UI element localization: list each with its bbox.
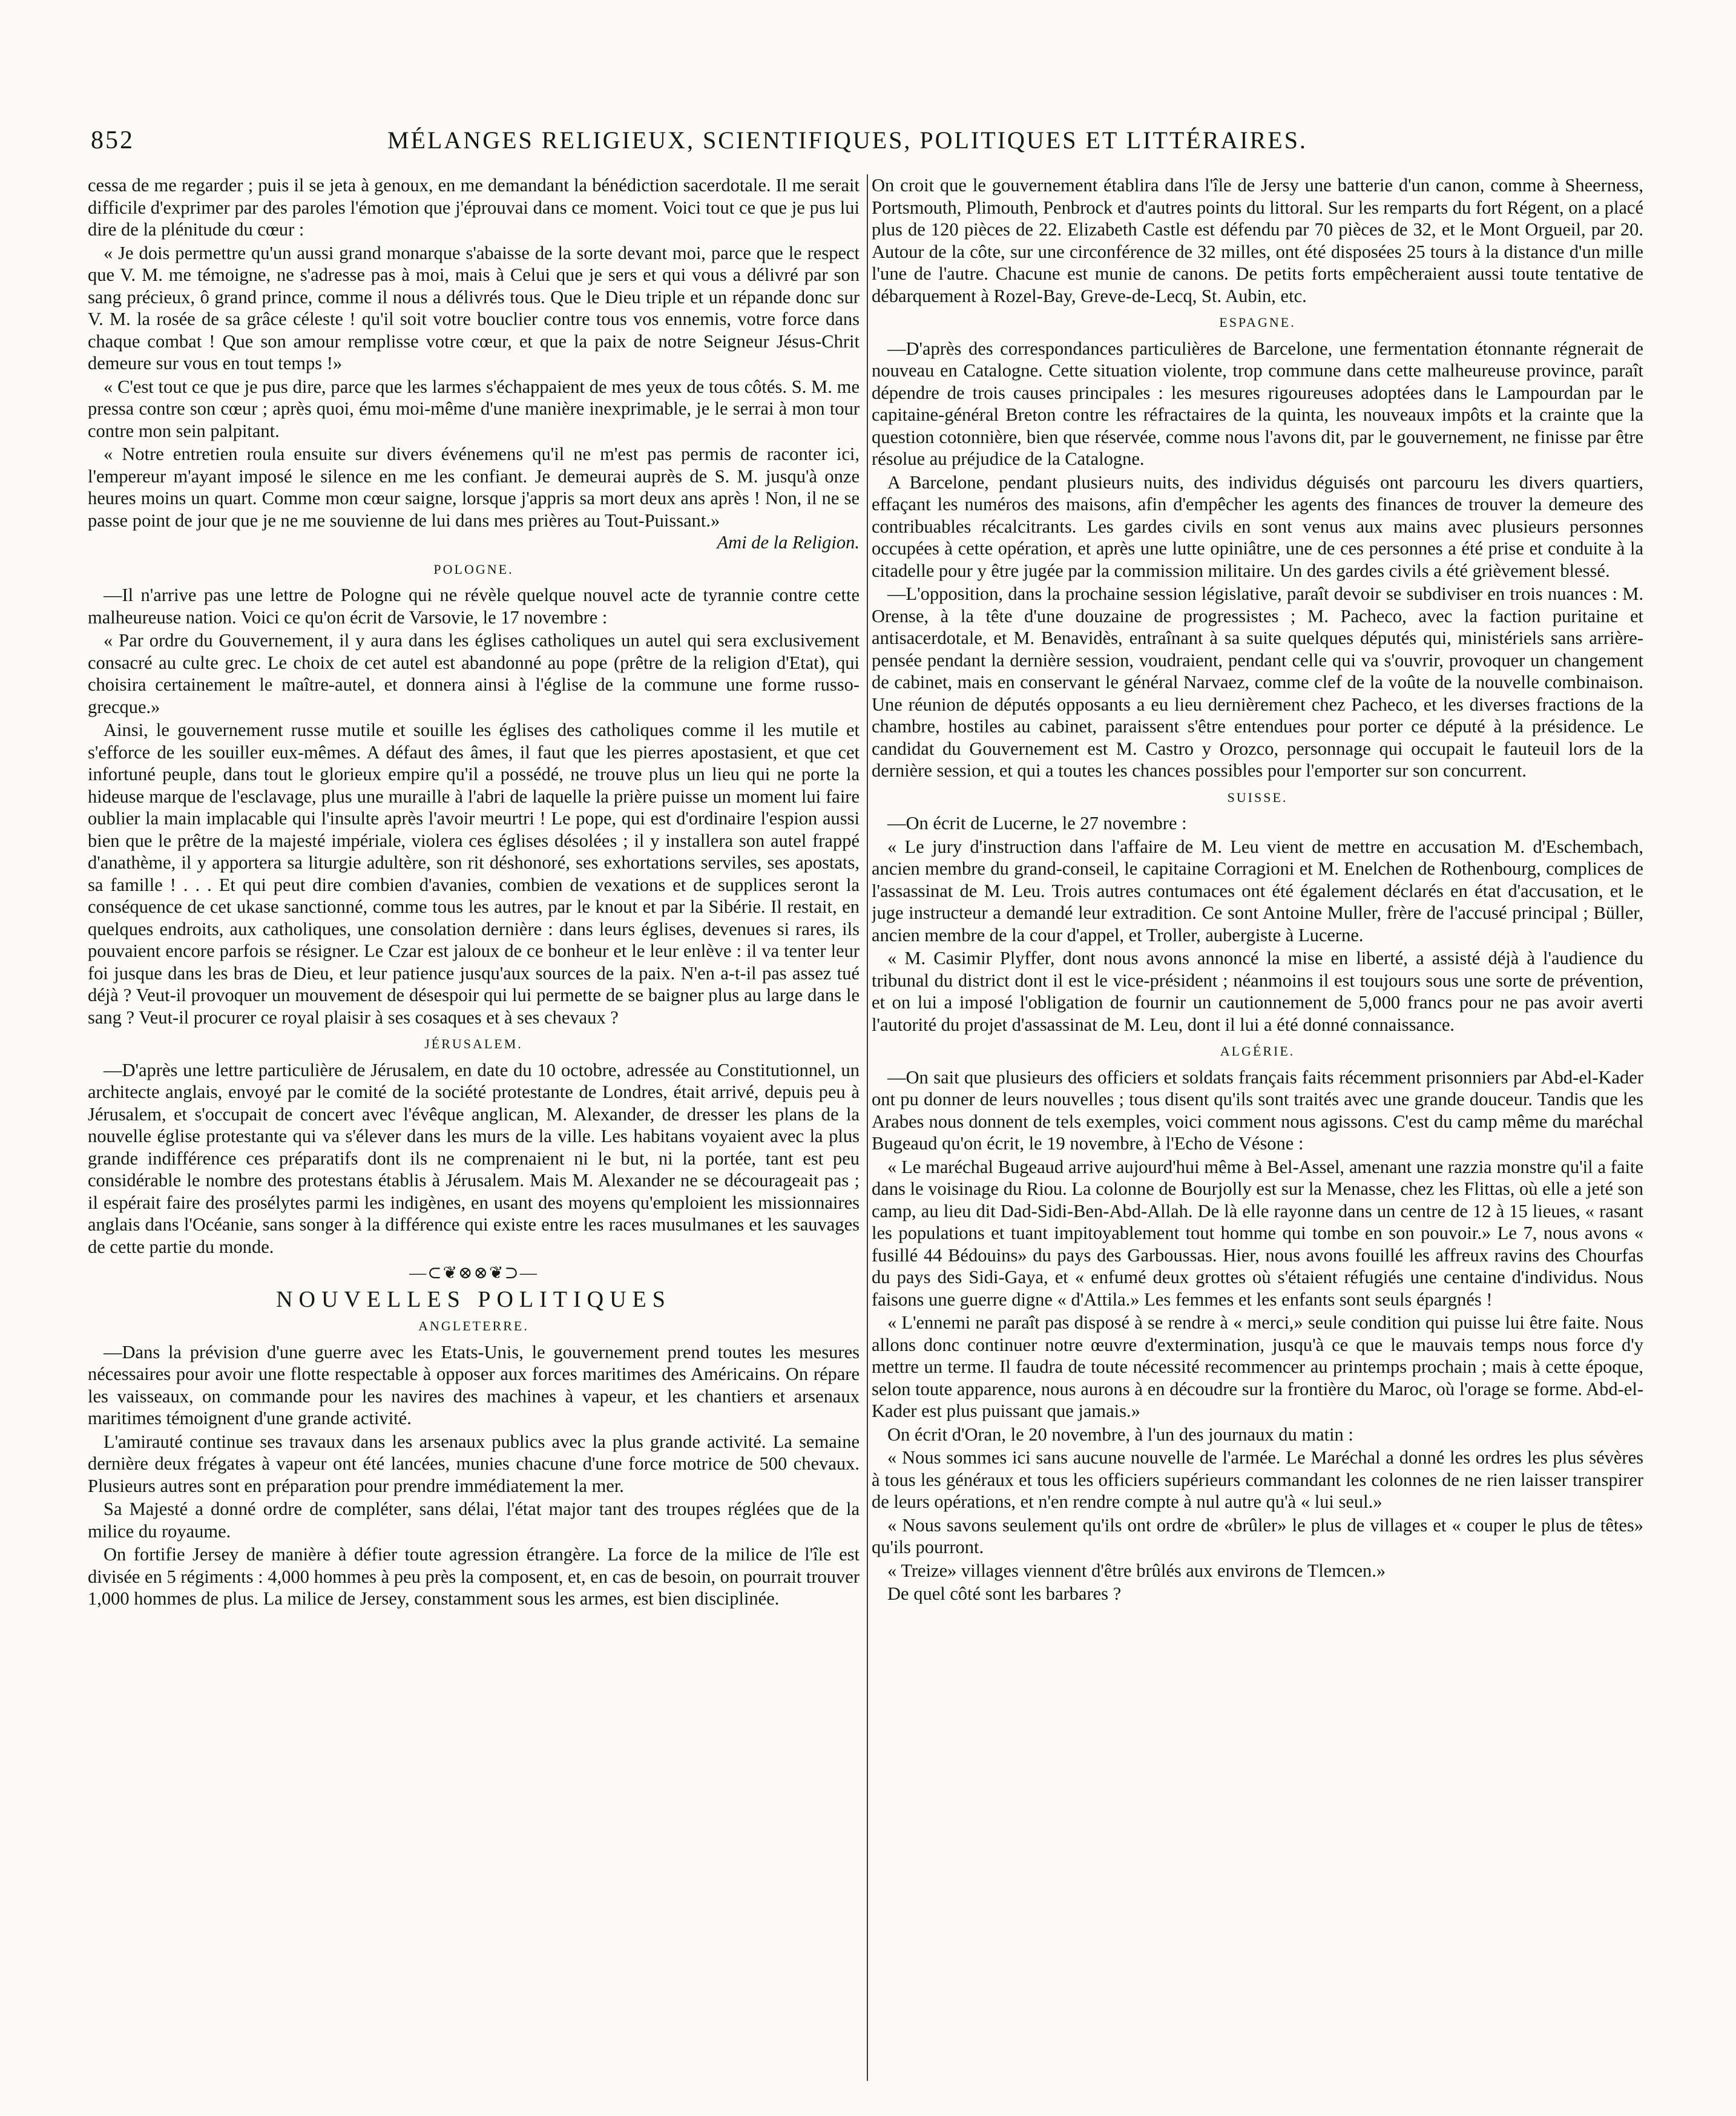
paragraph: Ainsi, le gouvernement russe mutile et souille les églises des catholiques comme il les mutile et s'efforce de les souiller eux-mêmes. A défaut des âmes, il faut que les pierres apostasient, et que cet infortuné peuple, dans tout le glorieux empire qu'il a possédé, ne trouve plus un lieu qui ne porte la hideuse marque de l'esclavage, plus une muraille à l'abri de laquelle la prière puisse un moment lui faire oublier la main implacable qui l'insulte après l'avoir meurtri ! Le pope, qui est d'ordinaire l'espion aussi bien que le prêtre de la majesté impériale, violera ces églises désolées ; il y installera son autel frappé d'anathème, il y apportera sa liturgie adultère, son rit déshonoré, ses exhortations serviles, ses apostats, sa famille ! . . . Et qui peut dire combien d'avanies, combien de vexations et de supplices seront la conséquence de cet ukase sanctionné, comme tous les autres, par le knout et par la Sibérie. Il restait, en quelques endroits, aux catholiques, une consolation dernière : dans leurs églises, devenues si rares, ils pouvaient encore parfois se résigner. Le Czar est jaloux de ce bonheur et le leur enlève : il va tenter leur foi jusque dans les bras de Dieu, et leur patience jusqu'aux sources de la paix. N'en a-t-il pas assez tué déjà ? Veut-il provoquer un mouvement de désespoir qui lui permette de se baigner plus au large dans le sang ? Veut-il procurer ce royal plaisir à ses cosaques et à ses chevaux ? [88, 720, 860, 1028]
paragraph: cessa de me regarder ; puis il se jeta à genoux, en me demandant la bénédiction sacerdotale. Il me serait difficile d'exprimer par des paroles l'émotion que j'éprouvai dans ce moment. Voici tout ce que je pus lui dire de la plénitude du cœur : [88, 175, 860, 240]
paragraph: On écrit d'Oran, le 20 novembre, à l'un des journaux du matin : [887, 1424, 1353, 1445]
section-heading-algerie: ALGÉRIE. [1220, 1043, 1295, 1059]
paragraph: « Par ordre du Gouvernement, il y aura dans les églises catholiques un autel qui sera exclusivement consacré au culte grec. Le choix de cet autel est abandonné au pope (prêtre de la religion d'Etat), qui choisira certainement le maître-autel, et donnera ainsi à l'église de la commune une forme russo-grecque.» [88, 630, 860, 717]
paragraph-text: « Notre entretien roula ensuite sur divers événemens qu'il ne m'est pas permis de raconter ici, l'empereur m'ayant imposé le silence en me les confiant. Je demeurai auprès de S. M. jusqu'à onze heures moins un quart. Comme mon cœur saigne, lorsque j'appris sa mort deux ans après ! Non, il ne se passe point de jour que je ne me souvienne de lui dans mes prières au Tout-Puissant.» [88, 444, 860, 531]
paragraph: On croit que le gouvernement établira dans l'île de Jersy une batterie d'un canon, comme à Sheerness, Portsmouth, Plimouth, Penbrock et d'autres points du littoral. Sur les remparts du fort Régent, on a placé plus de 120 pièces de 22. Elizabeth Castle est défendu par 70 pièces de 32, et le Mont Orgueil, par 20. Autour de la côte, sur une circonférence de 32 milles, ont été disposées 25 tours à la distance d'un mille l'une de l'autre. Chacune est munie de canons. De petits forts empêcheraient aussi toute tentative de débarquement à Rozel-Bay, Greve-de-Lecq, St. Aubin, etc. [872, 175, 1643, 306]
section-heading-jerusalem: JÉRUSALEM. [424, 1036, 523, 1051]
source-attribution: Ami de la Religion. [717, 532, 860, 553]
column-rule [867, 174, 868, 2081]
ornamental-divider: —⊂❦⊗⊗❦⊃— [409, 1264, 538, 1283]
paragraph: « Le jury d'instruction dans l'affaire de M. Leu vient de mettre en accusation M. d'Eschembach, ancien membre du grand-conseil, le capitaine Corragioni et M. Enelchen de Rothenbourg, complices de l'assassinat de M. Leu. Trois autres contumaces ont été également déclarés en état d'accusation, et le juge instructeur a demandé leur extradition. Ce sont Antoine Muller, frère de l'accusé principal ; Büller, ancien membre de la cour d'appel, et Troller, aubergiste à Lucerne. [872, 836, 1643, 945]
paragraph: —D'après une lettre particulière de Jérusalem, en date du 10 octobre, adressée au Constitutionnel, un architecte anglais, envoyé par le comité de la société protestante de Londres, était arrivé, depuis peu à Jérusalem, et s'occupait de concert avec l'évêque anglican, M. Alexander, de dresser les plans de la nouvelle église protestante qui va s'élever dans les murs de la ville. Les habitans voyaient avec la plus grande indifférence ces préparatifs dont ils ne comprenaient ni le but, ni la portée, tant est peu considérable le nombre des protestans établis à Jérusalem. Mais M. Alexander ne se décourageait pas ; il espérait faire des prosélytes parmi les indigènes, en usant des moyens qu'emploient les missionnaires anglais dans l'Océanie, sans songer à la différence qui existe entre les races musulmanes et les sauvages de cette partie du monde. [88, 1059, 860, 1257]
paragraph: « Le maréchal Bugeaud arrive aujourd'hui même à Bel-Assel, amenant une razzia monstre qu'il a faite dans le voisinage du Riou. La colonne de Bourjolly est sur la Menasse, chez les Flittas, où elle a jeté son camp, au lieu dit Dad-Sidi-Ben-Abd-Allah. De là elle rayonne dans un centre de 12 à 15 lieues, « rasant les populations et tuant impitoyablement tout homme qui tombe en son pouvoir.» Le 7, nous avons « fusillé 44 Bédouins» du pays des Garboussas. Hier, nous avons fouillé les affreux ravins des Chourfas du pays des Sidi-Gaya, et « enfumé deux grottes où s'étaient réfugiés une centaine d'individus. Nous faisons une guerre digne « d'Attila.» Les femmes et les enfants sont seuls épargnés ! [872, 1156, 1643, 1310]
paragraph: « M. Casimir Plyffer, dont nous avons annoncé la mise en liberté, a assisté déjà à l'audience du tribunal du district dont il est le vice-président ; néanmoins il est toujours sous une sorte de prévention, et on lui a imposé l'obligation de fournir un cautionnement de 5,000 francs pour ne pas avoir averti l'autorité du projet d'assassinat de M. Leu, dont il lui a été donné connaissance. [872, 948, 1643, 1035]
page-number: 852 [91, 126, 134, 154]
paragraph: De quel côté sont les barbares ? [887, 1583, 1122, 1604]
page-header [91, 121, 1665, 157]
paragraph: —L'opposition, dans la prochaine session législative, paraît devoir se subdiviser en trois nuances : M. Orense, à la tête d'une douzaine de progressistes ; M. Pacheco, avec la faction puritaine et antisacerdotale, et M. Benavidès, entraînant à sa suite quelques députés qui, ministériels sans arrière-pensée pendant la dernière session, voudraient, pendant celle qui va s'ouvrir, provoquer un changement de cabinet, mais en conservant le général Narvaez, comme clef de la voûte de la nouvelle combinaison. Une réunion de députés opposants a eu lieu dernièrement chez Pacheco, et les diverses fractions de la chambre, hostiles au cabinet, paraissent s'être entendues pour porter ce député à la présidence. Le candidat du Gouvernement est M. Castro y Orozco, personnage qui occupait le fauteuil lors de la dernière session, et qui a toutes les chances possibles pour l'emporter sur son concurrent. [872, 583, 1643, 781]
left-column [88, 174, 860, 2087]
paragraph: On fortifie Jersey de manière à défier toute agression étrangère. La force de la milice de l'île est divisée en 5 régiments : 4,000 hommes à peu près la composent, et, en cas de besoin, on pourrait trouver 1,000 hommes de plus. La milice de Jersey, constamment sous les armes, est bien disciplinée. [88, 1544, 860, 1609]
paragraph: « Nous sommes ici sans aucune nouvelle de l'armée. Le Maréchal a donné les ordres les plus sévères à tous les généraux et tous les officiers supérieurs commandant les colonnes de ne rien laisser transpirer de leurs opérations, et n'en rendre compte à nul autre qu'à « lui seul.» [872, 1447, 1643, 1512]
section-heading-suisse: SUISSE. [1227, 789, 1288, 805]
paragraph: « Nous savons seulement qu'ils ont ordre de «brûler» le plus de villages et « couper le plus de têtes» qu'ils pourront. [872, 1514, 1643, 1557]
section-heading-pologne: POLOGNE. [433, 561, 514, 577]
paragraph: A Barcelone, pendant plusieurs nuits, des individus déguisés ont parcouru les divers quartiers, effaçant les numéros des maisons, afin d'empêcher les agents des finances de trouver la demeure des contribuables récalcitrants. Les gardes civils en sont venus aux mains avec plusieurs personnes occupées à cette opération, et après une lutte opiniâtre, une de ces personnes a été prise et conduite à la citadelle pour y être jugée par la commission militaire. Un des gardes civils a été grièvement blessé. [872, 472, 1643, 581]
paragraph: —On sait que plusieurs des officiers et soldats français faits récemment prisonniers par Abd-el-Kader ont pu donner de leurs nouvelles ; tous disent qu'ils sont traités avec une grande douceur. Tandis que les Arabes nous donnent de tels exemples, voici comment nous agissons. C'est du camp même du maréchal Bugeaud qu'on écrit, le 19 novembre, à l'Echo de Vésone : [872, 1066, 1643, 1154]
section-heading-angleterre: ANGLETERRE. [418, 1318, 529, 1333]
section-heading-espagne: ESPAGNE. [1219, 315, 1296, 330]
paragraph: « Je dois permettre qu'un aussi grand monarque s'abaisse de la sorte devant moi, parce que le respect que V. M. me témoigne, ne s'adresse pas à moi, mais à Celui que je sers et qui vous a délivré par son sang précieux, ô grand prince, comme il nous a délivrés tous. Que le Dieu triple et un répande donc sur V. M. la rosée de sa grâce céleste ! qu'il soit votre bouclier contre tous vos ennemis, votre force dans chaque combat ! Que son amour remplisse votre cœur, et que la paix de notre Seigneur Jésus-Chrit demeure sur vous en tout temps !» [88, 242, 860, 373]
paragraph: « L'ennemi ne paraît pas disposé à se rendre à « merci,» seule condition qui puisse lui être faite. Nous allons donc continuer notre œuvre d'extermination, jusqu'à ce que le mauvais temps nous force d'y mettre un terme. Il faudra de toute nécessité recommencer au printemps prochain ; mais à cette époque, selon toute apparence, nous aurons à en découdre sur la frontière du Maroc, où l'orage se forme. Abd-el-Kader est plus puissant que jamais.» [872, 1312, 1643, 1421]
running-title: MÉLANGES RELIGIEUX, SCIENTIFIQUES, POLITIQUES ET LITTÉRAIRES. [387, 126, 1307, 154]
right-column [872, 174, 1643, 2087]
paragraph: —On écrit de Lucerne, le 27 novembre : [887, 813, 1187, 833]
paragraph: « Treize» villages viennent d'être brûlés aux environs de Tlemcen.» [887, 1560, 1386, 1581]
paragraph: Sa Majesté a donné ordre de compléter, sans délai, l'état major tant des troupes réglées que de la milice du royaume. [88, 1499, 860, 1542]
section-title-nouvelles-politiques: NOUVELLES POLITIQUES [276, 1286, 671, 1312]
paragraph: « C'est tout ce que je pus dire, parce que les larmes s'échappaient de mes yeux de tous côtés. S. M. me pressa contre son cœur ; après quoi, ému moi-même d'une manière inexprimable, je le serrai à mon tour contre mon sein palpitant. [88, 376, 860, 441]
paragraph: L'amirauté continue ses travaux dans les arsenaux publics avec la plus grande activité. La semaine dernière deux frégates à vapeur ont été lancées, munies chacune d'une force motrice de 500 chevaux. Plusieurs autres sont en préparation pour prendre immédiatement la mer. [88, 1431, 860, 1496]
paragraph: —Il n'arrive pas une lettre de Pologne qui ne révèle quelque nouvel acte de tyrannie contre cette malheureuse nation. Voici ce qu'on écrit de Varsovie, le 17 novembre : [88, 585, 860, 628]
paragraph: —Dans la prévision d'une guerre avec les Etats-Unis, le gouvernement prend toutes les mesures nécessaires pour avoir une flotte respectable à opposer aux forces maritimes des Américains. On répare les vaisseaux, on commande pour les navires des machines à vapeur, et les chantiers et arsenaux maritimes témoignent d'une grande activité. [88, 1341, 860, 1428]
paragraph: —D'après des correspondances particulières de Barcelone, une fermentation étonnante régnerait de nouveau en Catalogne. Cette situation violente, trop commune dans cette malheureuse province, paraît dépendre de trois causes principales : les mesures rigoureuses adoptées dans le Lampourdan par le capitaine-général Breton contre les réfractaires de la quinta, les nouveaux impôts et la crainte que la question cotonnière, bien que réservée, comme nous l'avons dit, par le gouvernement, ne finisse par être résolue au préjudice de la Catalogne. [872, 338, 1643, 469]
paragraph [88, 443, 860, 553]
